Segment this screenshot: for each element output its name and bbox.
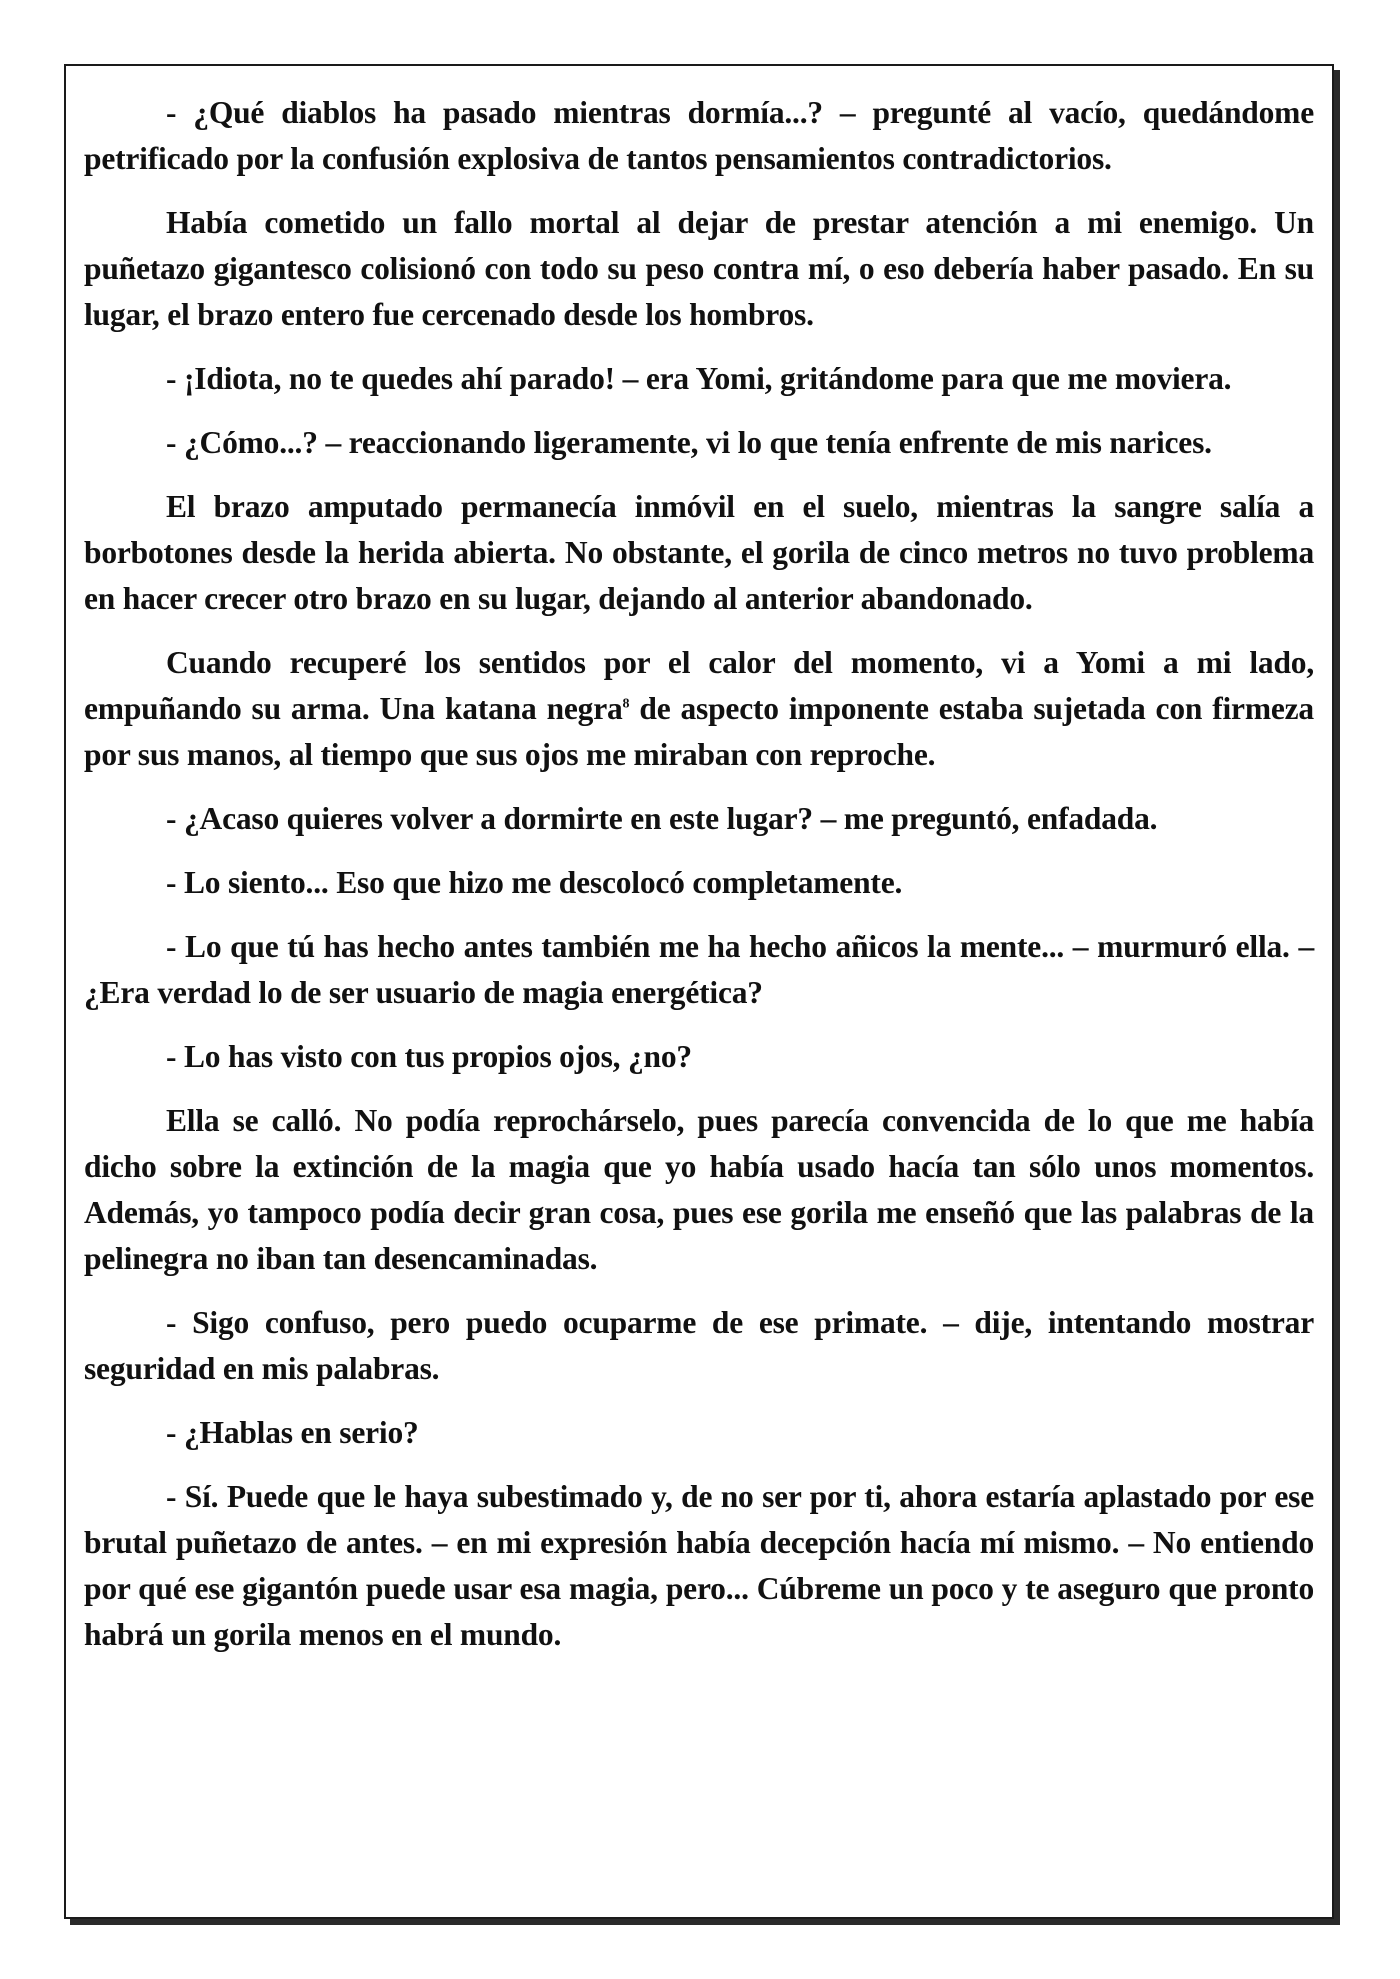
paragraph: Había cometido un fallo mortal al dejar de prestar atención a mi enemigo. Un puñetazo gigantesco colisionó con todo su peso contra mí, o eso debería haber pasado. En su lugar, el brazo entero fue cercenado desde los hombros.	[84, 205, 1314, 332]
paragraph: - Sí. Puede que le haya subestimado y, de no ser por ti, ahora estaría aplastado por ese brutal puñetazo de antes. – en mi expresión había decepción hacía mí mismo. – No entiendo por qué ese gigantón puede usar esa magia, pero... Cúbreme un poco y te aseguro que pronto habrá un gorila menos en el mundo.	[84, 1479, 1314, 1652]
paragraph: - ¿Hablas en serio?	[166, 1415, 419, 1450]
paragraph: - Sigo confuso, pero puedo ocuparme de ese primate. – dije, intentando mostrar seguridad en mis palabras.	[84, 1305, 1314, 1386]
page-frame	[64, 64, 1334, 1919]
paragraph: - ¿Cómo...? – reaccionando ligeramente, vi lo que tenía enfrente de mis narices.	[166, 425, 1212, 460]
footnote-marker[interactable]: 8	[622, 696, 630, 712]
paragraph: - ¿Qué diablos ha pasado mientras dormía...? – pregunté al vacío, quedándome petrificado por la confusión explosiva de tantos pensamientos contradictorios.	[84, 95, 1314, 176]
paragraph: - Lo que tú has hecho antes también me ha hecho añicos la mente... – murmuró ella. – ¿Era verdad lo de ser usuario de magia energética?	[84, 929, 1314, 1010]
paragraph-text-before-footnote: Cuando recuperé los sentidos por el calor del momento, vi a Yomi a mi lado, empuñando su arma. Una katana negra	[84, 645, 1314, 726]
paragraph: El brazo amputado permanecía inmóvil en el suelo, mientras la sangre salía a borbotones desde la herida abierta. No obstante, el gorila de cinco metros no tuvo problema en hacer crecer otro brazo en su lugar, dejando al anterior abandonado.	[84, 489, 1314, 616]
paragraph: Ella se calló. No podía reprochárselo, pues parecía convencida de lo que me había dicho sobre la extinción de la magia que yo había usado hacía tan sólo unos momentos. Además, yo tampoco podía decir gran cosa, pues ese gorila me enseñó que las palabras de la pelinegra no iban tan desencaminadas.	[84, 1103, 1314, 1276]
paragraph-with-footnote	[84, 640, 1314, 778]
paragraph-text-after-footnote: de aspecto imponente estaba sujetada con firmeza por sus manos, al tiempo que sus ojos me miraban con reproche.	[84, 691, 1314, 772]
paragraph: - Lo siento... Eso que hizo me descolocó completamente.	[166, 865, 903, 900]
paragraph: - ¿Acaso quieres volver a dormirte en este lugar? – me preguntó, enfadada.	[166, 801, 1158, 836]
story-text	[84, 90, 1314, 1676]
paragraph: - ¡Idiota, no te quedes ahí parado! – era Yomi, gritándome para que me moviera.	[166, 361, 1232, 396]
paragraph: - Lo has visto con tus propios ojos, ¿no?	[166, 1039, 692, 1074]
